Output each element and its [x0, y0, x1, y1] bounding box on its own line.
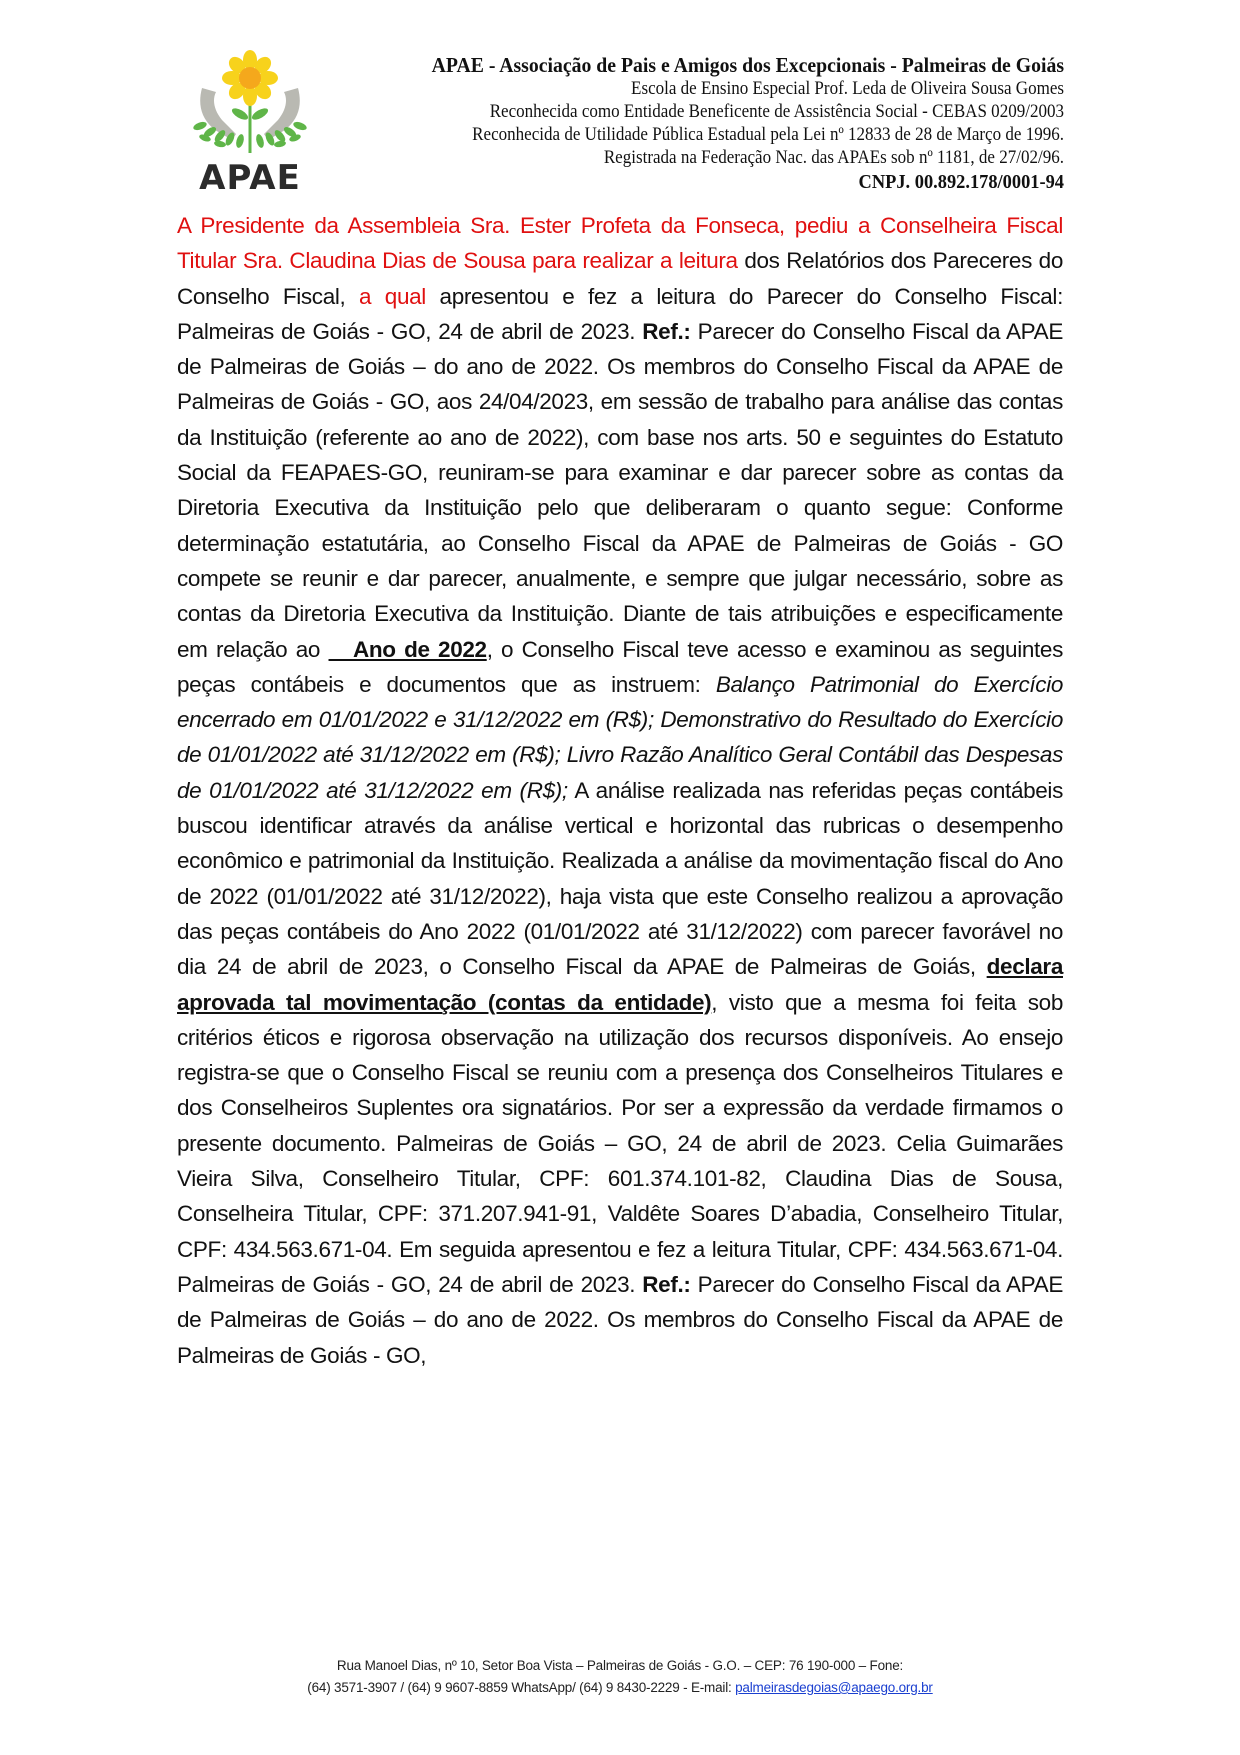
apae-flower-hands-icon: [180, 48, 320, 158]
body-segment: apresentou e fez a leitura do Parecer do Conselho Fiscal: Palmeiras de Goiás - GO, 24 de abril de 2023.: [177, 283, 1063, 344]
approval-declaration: declara aprovada tal movimentação (contas da entidade): [177, 954, 1063, 1015]
year-emphasis: Ano de 2022: [328, 636, 487, 662]
email-link[interactable]: palmeirasdegoias@apaego.org.br: [735, 1680, 933, 1695]
header-line: Reconhecida de Utilidade Pública Estadual pela Lei nº 12833 de 28 de Março de 1996.: [472, 125, 1064, 145]
body-segment: , visto que a mesma foi feita sob critérios éticos e rigorosa observação na utilização dos recursos disponíveis. Ao ensejo registra-se que o Conselho Fiscal se reuniu com a presença dos Conselheiros Titulares e dos Conselheiros Suplentes ora signatários. Por ser a expressão da verdade firmamos o presente documento. Palmeiras de Goiás – GO, 24 de abril de 2023. Celia Guimarães Vieira Silva, Conselheiro Titular, CPF: 601.374.101-82, Claudina Dias de Sousa, Conselheira Titular, CPF: 371.207.941-91, Valdête Soares D’abadia, Conselheiro Titular, CPF: 434.563.671-04. Em seguida apresentou e fez a leitura Titular, CPF: 434.563.671-04. Palmeiras de Goiás - GO, 24 de abril de 2023.: [177, 989, 1064, 1297]
ref-label: Ref.:: [642, 1271, 691, 1297]
letterhead: [304, 52, 1064, 195]
footer-address: Rua Manoel Dias, nº 10, Setor Boa Vista – Palmeiras de Goiás - G.O. – CEP: 76 190-000 – Fone:: [336, 1658, 904, 1673]
footer: [0, 1655, 1240, 1699]
organization-title: APAE - Associação de Pais e Amigos dos Excepcionais - Palmeiras de Goiás: [431, 53, 1064, 77]
header-line: Registrada na Federação Nac. das APAEs sob nº 1181, de 27/02/96.: [603, 148, 1064, 168]
header-line: Reconhecida como Entidade Beneficente de Assistência Social - CEBAS 0209/2003: [489, 102, 1065, 122]
cnpj: CNPJ. 00.892.178/0001-94: [858, 171, 1064, 193]
ref-label: Ref.:: [642, 318, 691, 344]
body-segment: dos Relatórios dos Pareceres do Conselho Fiscal,: [177, 248, 1063, 309]
documents-list: Balanço Patrimonial do Exercício encerrado em 01/01/2022 e 31/12/2022 em (R$); Demonstrativo do Resultado do Exercício de 01/01/2022 até 31/12/2022 em (R$); Livro Razão Analítico Geral Contábil das Despesas de 01/01/2022 até 31/12/2022 em (R$);: [177, 671, 1064, 803]
footer-phones: (64) 3571-3907 / (64) 9 9607-8859 WhatsApp/ (64) 9 8430-2229 - E-mail:: [307, 1680, 736, 1695]
body-segment: A análise realizada nas referidas peças contábeis buscou identificar através da análise vertical e horizontal das rubricas o desempenho econômico e patrimonial da Instituição. Realizada a análise da movimentação fiscal do Ano de 2022 (01/01/2022 até 31/12/2022), haja vista que este Conselho realizou a aprovação das peças contábeis do Ano 2022 (01/01/2022 até 31/12/2022) com parecer favorável no dia 24 de abril de 2023, o Conselho Fiscal da APAE de Palmeiras de Goiás,: [177, 777, 1063, 980]
body-segment: Parecer do Conselho Fiscal da APAE de Palmeiras de Goiás – do ano de 2022. Os membros do Conselho Fiscal da APAE de Palmeiras de Goiás - GO, aos 24/04/2023, em sessão de trabalho para análise das contas da Instituição (referente ao ano de 2022), com base nos arts. 50 e seguintes do Estatuto Social da FEAPAES-GO, reuniram-se para examinar e dar parecer sobre as contas da Diretoria Executiva da Instituição pelo que deliberaram o quanto segue: Conforme determinação estatutária, ao Conselho Fiscal da APAE de Palmeiras de Goiás - GO compete se reunir e dar parecer, anualmente, e sempre que julgar necessário, sobre as contas da Diretoria Executiva da Instituição. Diante de tais atribuições e especificamente em relação ao: [177, 318, 1063, 662]
body-segment: , o Conselho Fiscal teve acesso e examinou as seguintes peças contábeis e documentos que as instruem:: [177, 636, 1064, 697]
minutes-body: [177, 208, 1063, 1373]
apae-logo: [180, 48, 320, 198]
header-line: Escola de Ensino Especial Prof. Leda de Oliveira Sousa Gomes: [631, 79, 1064, 99]
red-text: a qual: [359, 283, 426, 309]
footer-contacts: [0, 1677, 1240, 1699]
red-intro-text: A Presidente da Assembleia Sra. Ester Profeta da Fonseca, pediu a Conselheira Fiscal Titular Sra. Claudina Dias de Sousa para realizar a leitura: [177, 213, 1063, 274]
logo-text: APAE: [199, 158, 301, 198]
body-segment: Parecer do Conselho Fiscal da APAE de Palmeiras de Goiás – do ano de 2022. Os membros do Conselho Fiscal da APAE de Palmeiras de Goiás - GO,: [177, 1271, 1063, 1368]
